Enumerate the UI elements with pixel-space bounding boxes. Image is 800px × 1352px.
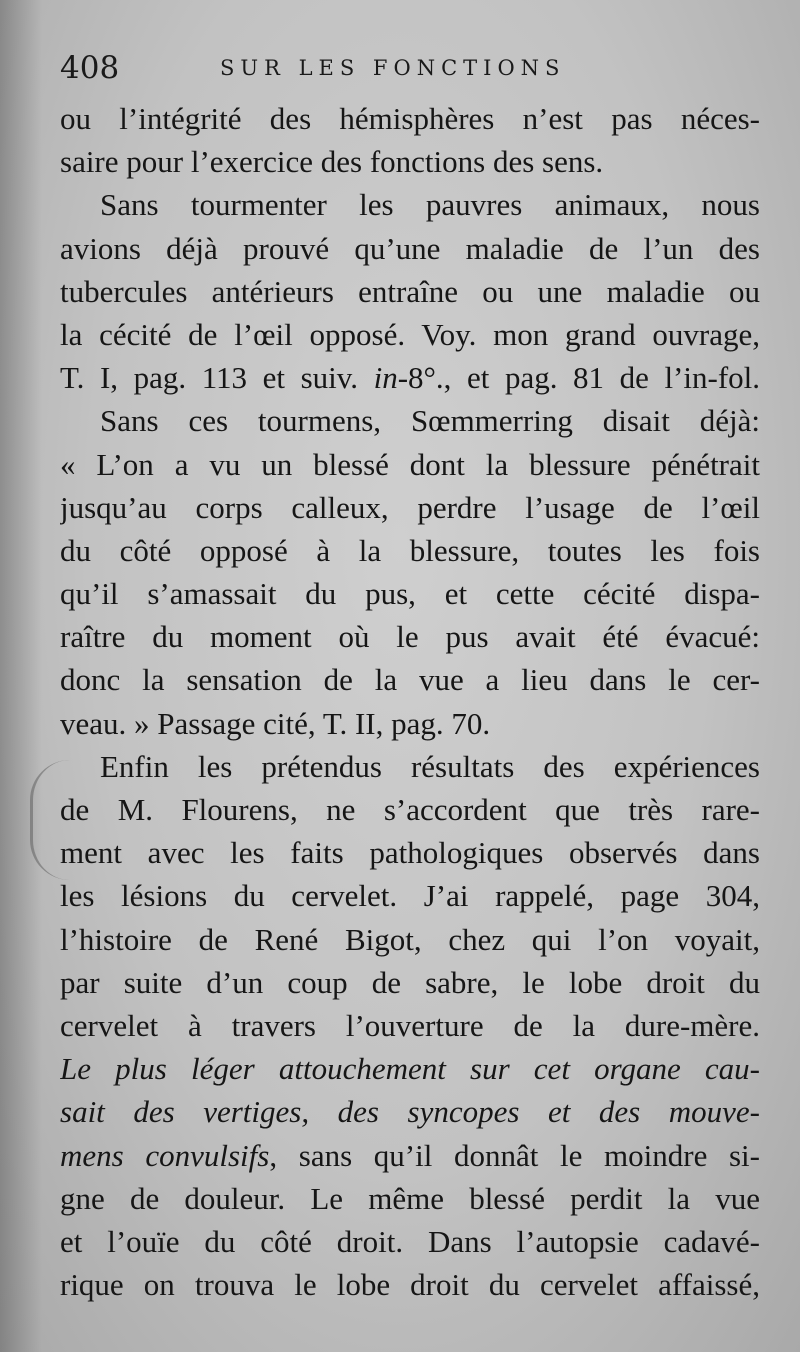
text-line bbox=[60, 918, 760, 961]
text-line bbox=[60, 1004, 760, 1047]
text-segment: veau. » Passage cité, T. II, pag. 70. bbox=[60, 705, 491, 741]
text-line bbox=[60, 1263, 760, 1306]
text-segment: Enfin les prétendus résultats des expériences bbox=[100, 748, 760, 784]
text-line bbox=[60, 356, 760, 399]
text-line bbox=[60, 658, 760, 701]
text-segment: la cécité de l’œil opposé. Voy. mon grand ouvrage, bbox=[60, 316, 760, 352]
text-segment: ment avec les faits pathologiques observés dans bbox=[60, 835, 760, 871]
running-head: SUR LES FONCTIONS bbox=[220, 56, 566, 80]
text-line bbox=[60, 140, 760, 183]
text-line bbox=[60, 313, 760, 356]
text-line bbox=[60, 183, 760, 226]
text-line bbox=[60, 486, 760, 529]
text-line bbox=[60, 572, 760, 615]
text-segment: et l’ouïe du côté droit. Dans l’autopsie cadavé- bbox=[60, 1223, 760, 1259]
text-segment: -8°., et pag. 81 de l’in-fol. bbox=[397, 360, 760, 396]
text-line bbox=[60, 874, 760, 917]
text-segment: saire pour l’exercice des fonctions des sens. bbox=[60, 144, 604, 180]
text-line bbox=[60, 1134, 760, 1177]
text-line bbox=[60, 1090, 760, 1133]
text-segment: donc la sensation de la vue a lieu dans le cer- bbox=[60, 662, 760, 698]
text-segment: jusqu’au corps calleux, perdre l’usage de l’œil bbox=[60, 489, 760, 525]
text-line bbox=[60, 97, 760, 140]
text-segment: raître du moment où le pus avait été évacué: bbox=[60, 619, 760, 655]
text-line bbox=[60, 831, 760, 874]
text-segment: tubercules antérieurs entraîne ou une maladie ou bbox=[60, 273, 760, 309]
page-header bbox=[60, 48, 760, 88]
italic-text-segment: mens convulsifs bbox=[60, 1137, 270, 1173]
text-line bbox=[60, 1047, 760, 1090]
text-line bbox=[60, 270, 760, 313]
italic-text-segment: in bbox=[373, 360, 398, 396]
text-segment: de M. Flourens, ne s’accordent que très rare- bbox=[60, 792, 760, 827]
text-line bbox=[60, 227, 760, 270]
text-segment: l’histoire de René Bigot, chez qui l’on voyait, bbox=[60, 921, 760, 957]
text-segment: « L’on a vu un blessé dont la blessure pénétrait bbox=[60, 446, 760, 482]
text-segment: par suite d’un coup de sabre, le lobe droit du bbox=[60, 964, 760, 1000]
text-segment: , sans qu’il donnât le moindre si- bbox=[269, 1137, 760, 1173]
text-line bbox=[60, 745, 760, 788]
text-line bbox=[60, 1177, 760, 1220]
page-number: 408 bbox=[60, 50, 120, 86]
text-segment: gne de douleur. Le même blessé perdit la vue bbox=[60, 1180, 760, 1216]
text-line bbox=[60, 529, 760, 572]
text-segment: ou l’intégrité des hémisphères n’est pas néces- bbox=[60, 101, 760, 136]
text-line bbox=[60, 961, 760, 1004]
text-segment: les lésions du cervelet. J’ai rappelé, page 304, bbox=[60, 878, 760, 914]
text-line bbox=[60, 443, 760, 486]
text-segment: T. I, pag. 113 et suiv. bbox=[60, 360, 374, 396]
text-line bbox=[60, 788, 760, 831]
text-line bbox=[60, 1220, 760, 1263]
italic-text-segment: sait des vertiges, des syncopes et des mouve- bbox=[60, 1094, 760, 1130]
text-segment: du côté opposé à la blessure, toutes les fois bbox=[60, 532, 760, 568]
spine-shadow bbox=[0, 0, 42, 1352]
text-segment: cervelet à travers l’ouverture de la dure-mère. bbox=[60, 1007, 760, 1043]
text-line bbox=[60, 615, 760, 658]
body-text bbox=[60, 97, 760, 1306]
text-segment: qu’il s’amassait du pus, et cette cécité dispa- bbox=[60, 576, 760, 612]
text-segment: rique on trouva le lobe droit du cervelet affaissé, bbox=[60, 1267, 760, 1303]
text-segment: Sans ces tourmens, Sœmmerring disait déjà: bbox=[100, 403, 760, 439]
text-line bbox=[60, 702, 760, 745]
text-segment: avions déjà prouvé qu’une maladie de l’un des bbox=[60, 230, 760, 266]
italic-text-segment: Le plus léger attouchement sur cet organe cau- bbox=[60, 1051, 760, 1087]
text-line bbox=[60, 399, 760, 442]
text-segment: Sans tourmenter les pauvres animaux, nous bbox=[100, 187, 760, 223]
